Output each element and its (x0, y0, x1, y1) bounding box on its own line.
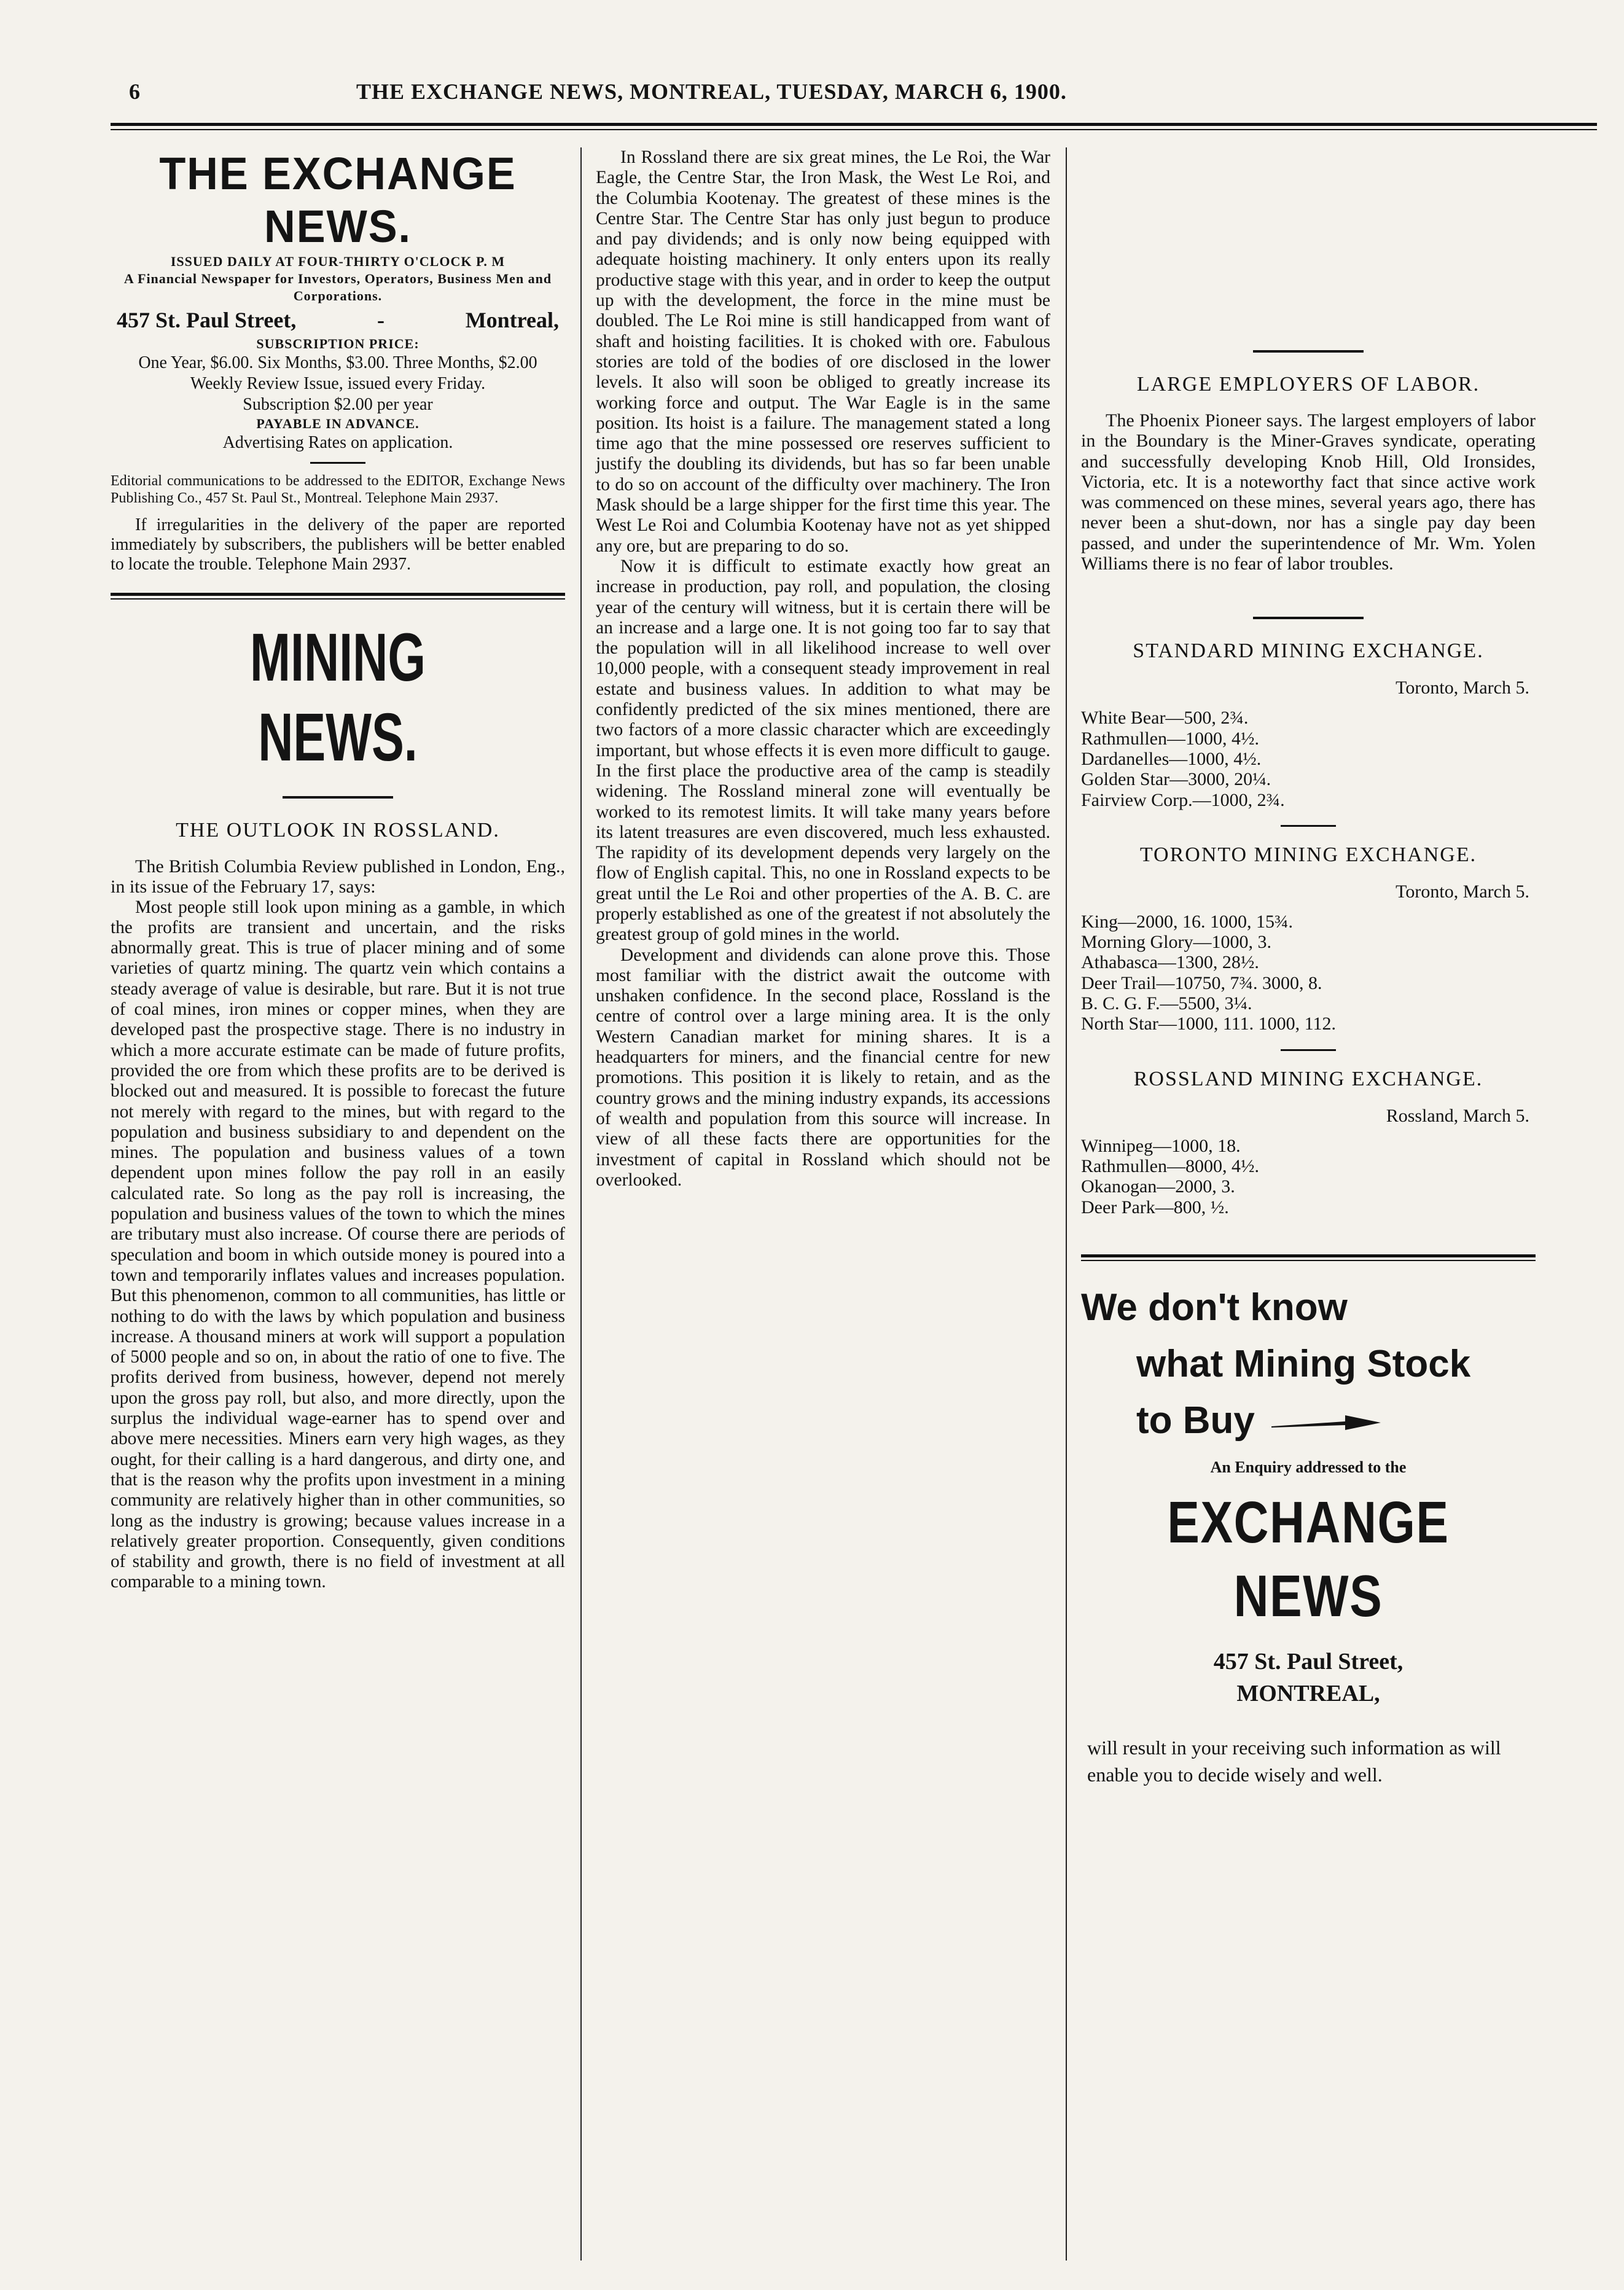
column-2 (596, 147, 1050, 2261)
section-divider (1281, 825, 1336, 827)
column-rule (580, 147, 582, 2261)
rossland-exchange-quotes (1081, 1136, 1536, 1217)
masthead-divider (310, 462, 365, 464)
advertisement (1081, 1280, 1536, 1788)
continued-text-space (1081, 147, 1536, 332)
masthead-address: 457 St. Paul Street, - Montreal, (111, 305, 565, 335)
mining-news-heading: MINING NEWS. (250, 620, 426, 775)
heading-divider (283, 796, 393, 799)
article-title: THE OUTLOOK IN ROSSLAND. (176, 819, 500, 842)
quote-line: Dardanelles—1000, 4½. (1081, 748, 1262, 769)
ad-line-3-wrap (1081, 1393, 1536, 1449)
subscription-rates: One Year, $6.00. Six Months, $3.00. Three Months, $2.00 (138, 353, 537, 372)
quote-line: B. C. G. F.—5500, 3¼. (1081, 993, 1252, 1014)
toronto-exchange-dateline: Toronto, March 5. (1396, 881, 1529, 902)
quote-line: King—2000, 16. 1000, 15¾. (1081, 911, 1293, 932)
page-number: 6 (129, 79, 141, 104)
section-divider (1281, 1049, 1336, 1051)
ad-tagline (1081, 1280, 1536, 1449)
ad-body: will result in your receiving such information as will enable you to decide wisely and well. (1087, 1736, 1501, 1786)
rossland-exchange-dateline: Rossland, March 5. (1386, 1105, 1529, 1126)
ad-line-1: We don't know (1081, 1286, 1348, 1329)
page-header (111, 79, 1615, 115)
ad-brand: EXCHANGE NEWS (1167, 1489, 1450, 1629)
quote-line: Deer Trail—10750, 7¾. 3000, 8. (1081, 972, 1322, 993)
quote-line: Rathmullen—8000, 4½. (1081, 1155, 1259, 1176)
quote-line: Golden Star—3000, 20¼. (1081, 769, 1271, 790)
article-paragraph: Now it is difficult to estimate exactly how great an increase in production, pay roll, and population, the closing year of the century will witness, but it is certain there will be an increase and a large one. It is not going too far to say that the population will in all likelihood increase to well over 10,000 people, with a consequent steady improvement in real estate and business values. In addition to what may be confidently predicted of the six mines mentioned, there are two factors of a more classic character which are exceedingly important, but whose effects it is even more difficult to gauge. In the first place the productive area of the camp is steadily widening. The Rossland mineral zone will eventually be worked to its remotest limits. It will take many years before its latent treasures are even discovered, much less exhausted. The rapidity of its development depends very largely on the flow of English capital. This, no one in Rossland expects to be great until the Le Roi and other properties of the A. B. C. are properly established as one of the greatest if not absolutely the greatest group of gold mines in the world. (596, 556, 1050, 945)
section-rule (1081, 1254, 1536, 1261)
running-head: THE EXCHANGE NEWS, MONTREAL, TUESDAY, MARCH 6, 1900. (356, 79, 1067, 104)
masthead (111, 147, 565, 574)
masthead-city: Montreal, (465, 308, 559, 332)
ad-line-2: what Mining Stock (1136, 1342, 1471, 1385)
masthead-title: THE EXCHANGE NEWS. (159, 148, 517, 252)
article-paragraph: Most people still look upon mining as a gamble, in which the profits are transient and uncertain, and the risks abnormally great. This is true of placer mining and of some varieties of quartz mining. The quartz vein which contains a steady average of value is desirable, but rare. But it is not true of coal mines, iron mines or copper mines, when they are developed past the prospective stage. There is no industry in which a more accurate estimate can be made of future profits, provided the ore from which these profits are to be derived is blocked out and measured. It is possible to forecast the future not merely with regard to the mines, but with regard to the population and business subsidiary to and dependent on the mines. The population and business values of a town dependent upon mines follow the pay roll in an easily calculated rate. So long as the pay roll is increasing, the population and business values of the town to which the mines are tributary must also increase. Of course there are periods of speculation and boom in which outside money is poured into a town and temporarily inflates values and increases population. But this phenomenon, common to all communities, has little or nothing to do with the laws by which population and business increase. A thousand miners at work will support a population of 5000 people and so on, in about the ratio of one to five. The profits derived from business, however, depend not merely upon the gross pay roll, but also, and more directly, upon the surplus the individual wage-earner has to spend over and above mere necessities. Miners earn very high wages, as they ought, for their calling is a hard dangerous, and dirty one, and that is the reason why the profits upon investment in a mining community are relatively higher than in other communities, so long as the industry is growing; because values increase in a relatively greater proportion. Consequently, given conditions of stability and growth, there is no field of investment at all comparable to a mining town. (111, 897, 565, 1592)
quote-line: Morning Glory—1000, 3. (1081, 932, 1271, 953)
article-paragraph: The British Columbia Review published in London, Eng., in its issue of the February 17, says: (111, 856, 565, 897)
quote-line: Winnipeg—1000, 18. (1081, 1135, 1241, 1156)
masthead-street: 457 St. Paul Street, (117, 308, 297, 332)
advertising-rates: Advertising Rates on application. (222, 433, 453, 452)
standard-exchange-quotes (1081, 708, 1536, 810)
ad-city: MONTREAL, (1236, 1680, 1380, 1706)
editorial-notice: Editorial communications to be addressed to the EDITOR, Exchange News Publishing Co., 457 St. Paul St., Montreal. Telephone Main 2937. (111, 473, 565, 506)
irregularities-notice: If irregularities in the delivery of the paper are reported immediately by subscribers, the publishers will be better enabled to locate the trouble. Telephone Main 2937. (111, 515, 565, 574)
column-3 (1081, 147, 1536, 2261)
section-rule (111, 593, 565, 600)
masthead-description: A Financial Newspaper for Investors, Operators, Business Men and Corporations. (123, 271, 552, 303)
pointing-arrow-icon (1271, 1410, 1382, 1435)
masthead-issued: ISSUED DAILY AT FOUR-THIRTY O'CLOCK P. M (170, 254, 506, 269)
section-divider (1253, 350, 1364, 353)
column-1 (111, 147, 565, 2261)
quote-line: Deer Park—800, ½. (1081, 1197, 1229, 1217)
ad-enquiry: An Enquiry addressed to the (1210, 1458, 1407, 1476)
header-rule (111, 123, 1597, 130)
quote-line: White Bear—500, 2¾. (1081, 708, 1249, 729)
quote-line: Athabasca—1300, 28½. (1081, 952, 1259, 973)
ad-line-3: to Buy (1136, 1399, 1255, 1442)
weekly-issue: Weekly Review Issue, issued every Friday. (190, 374, 486, 393)
column-rule (1066, 147, 1067, 2261)
large-employers-title: LARGE EMPLOYERS OF LABOR. (1136, 373, 1480, 396)
quote-line: Fairview Corp.—1000, 2¾. (1081, 789, 1285, 810)
quote-line: North Star—1000, 111. 1000, 112. (1081, 1014, 1336, 1034)
article-paragraph: In Rossland there are six great mines, the Le Roi, the War Eagle, the Centre Star, the Iron Mask, the West Le Roi, and the Columbia Kootenay. The greatest of these mines is the Centre Star. The Centre Star has only just begun to produce and pay dividends; and is only now being equipped with adequate hoisting machinery. It only enters upon its really productive stage with this year, and in order to keep the output up with the development, the force in the mine must be doubled. The Le Roi mine is still handicapped from want of shaft and hoisting facilities. It is choked with ore. Fabulous stories are told of the bodies of ore disclosed in the lower levels. It also will soon be obliged to greatly increase its working force and output. The War Eagle is in the same position. Its hoist is a failure. The management stated a long time ago that the mine possessed ore reserves sufficient to justify the doubling its dividends, but has so far been unable to do so on account of the difficulty over machinery. The Iron Mask should be a large shipper for the first time this year. The West Le Roi and Columbia Kootenay have not as yet shipped any ore, but are preparing to do so. (596, 147, 1050, 556)
quote-line: Rathmullen—1000, 4½. (1081, 728, 1259, 749)
quote-line: Okanogan—2000, 3. (1081, 1176, 1235, 1197)
ad-street: 457 St. Paul Street, (1213, 1648, 1403, 1675)
rossland-exchange-title: ROSSLAND MINING EXCHANGE. (1133, 1067, 1483, 1090)
standard-exchange-title: STANDARD MINING EXCHANGE. (1133, 639, 1484, 663)
payable-advance: PAYABLE IN ADVANCE. (256, 416, 420, 431)
toronto-exchange-title: TORONTO MINING EXCHANGE. (1139, 843, 1477, 866)
large-employers-text: The Phoenix Pioneer says. The largest employers of labor in the Boundary is the Miner-Graves syndicate, operating and successfully developing Knob Hill, Old Ironsides, Victoria, etc. It is a noteworthy fact that since active work was commenced on these mines, several years ago, there has never been a shut-down, nor has a single pay day been passed, and under the superintendence of Mr. Wm. Yolen Williams there is no fear of labor troubles. (1081, 410, 1536, 574)
section-divider (1253, 617, 1364, 619)
subscription-heading: SUBSCRIPTION PRICE: (256, 336, 420, 351)
toronto-exchange-quotes (1081, 912, 1536, 1034)
weekly-price: Subscription $2.00 per year (243, 395, 433, 414)
article-paragraph: Development and dividends can alone prove this. Those most familiar with the district await the outcome with unshaken confidence. In the second place, Rossland is the centre of control over a large mining area. It is the only Western Canadian market for mining shares. It is a headquarters for miners, and the financial centre for new promotions. This position it is likely to retain, and as the country grows and the mining industry expands, its accessions of wealth and population from this source will increase. In view of all these facts there are opportunities for the investment of capital in Rossland which should not be overlooked. (596, 945, 1050, 1190)
standard-exchange-dateline: Toronto, March 5. (1396, 678, 1529, 698)
